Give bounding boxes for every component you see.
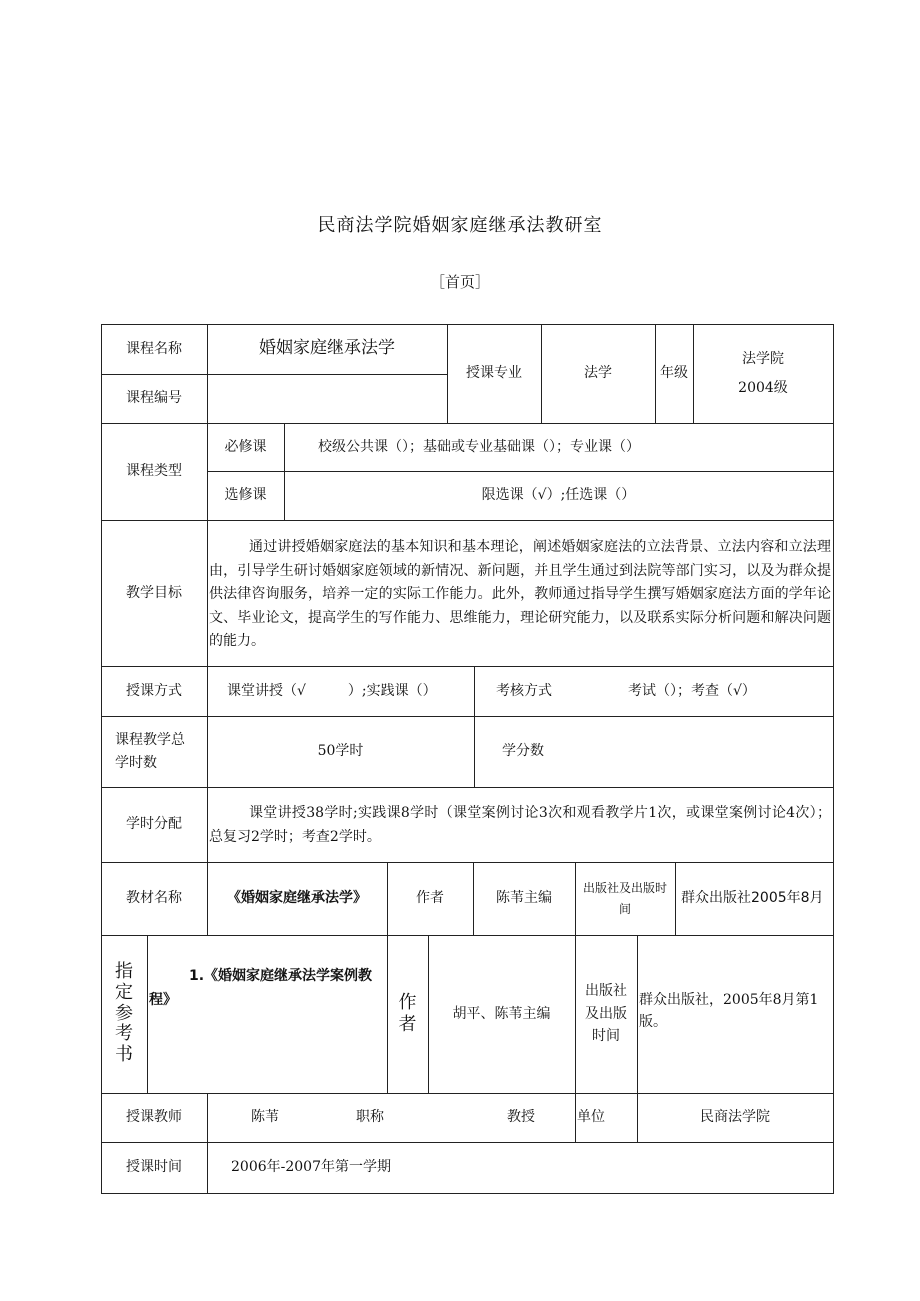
elective-label: 选修课 xyxy=(224,487,267,504)
grade-value-line1: 法学院 xyxy=(742,351,784,368)
elective-value: 限选课（√）;任选课（） xyxy=(481,487,636,504)
page-subtitle: ［首页］ xyxy=(429,273,490,291)
hours-label-line2: 学时数 xyxy=(115,754,157,771)
goal-text: 通过讲授婚姻家庭法的基本知识和基本理论，阐述婚姻家庭法的立法背景、立法内容和立法理由，引导学生研讨婚姻家庭领域的新情况、新问题，并且学生通过到法院等部门实习，以及为群众提供法律咨询服务，培养一定的实际工作能力。此外，教师通过指导学生撰写婚姻家庭法方面的学年论文、毕业论文，提高学生的写作能力、思维能力，理论研究能力，以及联系实际分析问题和解决问题的能力。 xyxy=(209,539,831,649)
required-value: 校级公共课（）；基础或专业基础课（）；专业课（） xyxy=(318,438,640,455)
method-label: 授课方式 xyxy=(126,682,182,699)
reference-author-label: 作者 xyxy=(398,992,417,1035)
row-divider xyxy=(101,787,834,788)
teacher-title-label: 职称 xyxy=(356,1109,384,1126)
method-value: 课堂讲授（√ ）;实践课（） xyxy=(227,682,437,699)
teacher-title-value: 教授 xyxy=(507,1109,535,1126)
hours-value: 50学时 xyxy=(317,743,364,760)
major-value: 法学 xyxy=(584,365,612,382)
goal-label: 教学目标 xyxy=(126,584,182,601)
grade-label: 年级 xyxy=(660,365,688,382)
course-name-value: 婚姻家庭继承法学 xyxy=(259,338,395,359)
textbook-author-value: 陈苇主编 xyxy=(496,890,552,907)
course-name-label: 课程名称 xyxy=(126,340,182,357)
teacher-unit-value: 民商法学院 xyxy=(700,1109,770,1126)
required-label: 必修课 xyxy=(224,438,267,455)
course-info-table xyxy=(101,324,834,1194)
reference-publisher-value: 群众出版社，2005年8月第1版。 xyxy=(639,992,819,1031)
textbook-author-label: 作者 xyxy=(416,890,444,907)
credit-value xyxy=(584,716,833,787)
course-type-label: 课程类型 xyxy=(126,463,182,480)
course-code-value xyxy=(207,374,447,423)
distribution-label: 学时分配 xyxy=(126,816,182,833)
teacher-label: 授课教师 xyxy=(126,1109,182,1126)
hours-label-line1: 课程教学总 xyxy=(115,732,185,749)
hours-label xyxy=(101,716,207,787)
table-border-right xyxy=(833,324,834,1194)
assess-label: 考核方式 xyxy=(496,682,552,699)
page-title: 民商法学院婚姻家庭继承法教研室 xyxy=(317,215,603,236)
table-border-bottom xyxy=(101,1193,834,1194)
teacher-unit-label: 单位 xyxy=(577,1109,605,1126)
distribution-text: 课堂讲授38学时;实践课8学时（课堂案例讨论3次和观看教学片1次，或课堂案例讨论4次）；总复习2学时；考查2学时。 xyxy=(209,805,831,845)
assess-value: 考试（）；考查（√） xyxy=(628,682,756,699)
teacher-name: 陈苇 xyxy=(251,1109,279,1126)
textbook-label: 教材名称 xyxy=(126,890,182,907)
grade-value xyxy=(693,324,833,423)
grade-value-line2: 2004级 xyxy=(738,379,788,396)
reference-author-value: 胡平、陈苇主编 xyxy=(452,1005,551,1022)
term-value: 2006年-2007年第一学期 xyxy=(231,1159,391,1176)
textbook-value: 《婚姻家庭继承法学》 xyxy=(227,890,367,907)
reference-publisher-label: 出版社及出版时间 xyxy=(585,983,627,1045)
textbook-publisher-value: 群众出版社2005年8月 xyxy=(681,890,824,907)
reference-value: 1.《婚姻家庭继承法学案例教程》 xyxy=(149,968,373,1008)
course-code-label: 课程编号 xyxy=(126,390,182,407)
credit-label: 学分数 xyxy=(502,743,544,760)
major-label: 授课专业 xyxy=(466,365,522,382)
reference-label: 指定参考书 xyxy=(115,961,133,1066)
term-label: 授课时间 xyxy=(126,1159,182,1176)
row-divider xyxy=(101,520,834,521)
textbook-publisher-label: 出版社及出版时间 xyxy=(583,881,668,916)
